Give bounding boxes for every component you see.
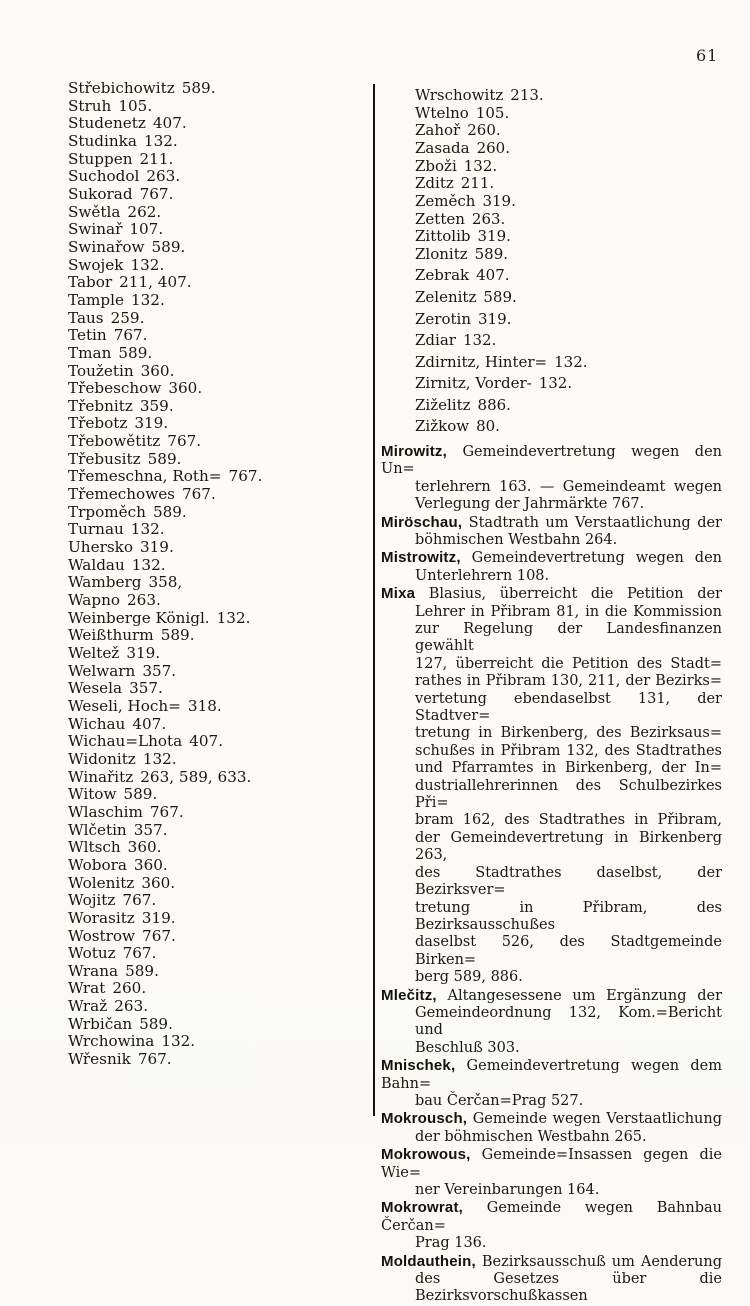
page-refs: 263. — [471, 209, 506, 228]
index-entry — [68, 80, 368, 98]
place-name: Swinař — [68, 220, 123, 239]
page-refs: 357. — [133, 820, 168, 839]
page-refs: 260. — [112, 979, 147, 998]
place-name: Weltež — [68, 644, 120, 662]
index-article — [381, 1110, 722, 1146]
index-entry — [68, 1051, 368, 1069]
place-name: Zlonitz — [415, 244, 468, 263]
article-headword: Mokrowous, — [381, 1146, 471, 1164]
page-refs: 319. — [482, 191, 516, 210]
place-name: Studenetz — [68, 114, 146, 133]
place-name: Weinberge Königl. — [68, 608, 210, 627]
article-headword: Mirowitz, — [381, 442, 447, 460]
place-name: Třebnitz — [68, 396, 133, 415]
index-entry — [68, 786, 368, 804]
index-entry — [68, 98, 368, 116]
page-refs: 359. — [139, 396, 174, 415]
index-entry — [68, 680, 368, 698]
index-entry — [68, 1016, 368, 1034]
article-line: Mokrowous, Gemeinde=Insassen gegen die Wie= — [381, 1146, 722, 1181]
page-refs: 589. — [125, 961, 159, 980]
place-name: Zdiar — [415, 331, 456, 350]
page-refs: 589. — [139, 1014, 173, 1033]
index-entry — [68, 274, 368, 292]
article-line: Mnischek, Gemeindevertretung wegen dem Bahn= — [381, 1057, 722, 1092]
place-name: Wichau=Lhota — [68, 732, 183, 751]
page-refs: 767. — [149, 802, 184, 821]
index-article — [381, 443, 722, 514]
article-line: Mlečitz, Altangesessene um Ergänzung der — [381, 986, 722, 1004]
place-name: Wrana — [68, 961, 119, 980]
article-line: schußes in Přibram 132, des Stadtrathes — [415, 742, 722, 759]
page-refs: 589. — [147, 449, 182, 468]
place-name: Třemeschna, Roth= — [68, 467, 222, 486]
index-entry — [68, 592, 368, 610]
article-line: bau Čerčan=Prag 527. — [415, 1092, 584, 1109]
page-refs: 767. — [139, 184, 174, 203]
place-name: Wtelno — [415, 103, 469, 122]
place-name: Třebowětitz — [68, 432, 161, 451]
index-entry — [68, 627, 368, 645]
place-name: Stuppen — [68, 149, 133, 168]
right-entry-list-spaced — [381, 267, 722, 435]
index-entry — [68, 539, 368, 557]
page-refs: 360. — [141, 873, 176, 892]
index-entry — [68, 804, 368, 822]
place-name: Zižkow — [415, 417, 470, 436]
article-line: zur Regelung der Landesfinanzen gewählt — [415, 621, 722, 655]
place-name: Tabor — [68, 273, 113, 292]
index-entry — [68, 486, 368, 504]
page-refs: 132. — [130, 255, 165, 274]
article-line: Lehrer in Přibram 81, in die Kommission — [415, 603, 722, 620]
index-article — [381, 1057, 722, 1110]
page-refs: 360. — [133, 855, 168, 874]
index-article — [381, 1146, 722, 1199]
place-name: Wotuz — [68, 944, 116, 963]
article-line: Mixa Blasius, überreicht die Petition der — [381, 585, 722, 603]
article-line: rathes in Přibram 130, 211, der Bezirks= — [415, 673, 722, 690]
page-refs: 589. — [160, 626, 195, 645]
index-entry — [68, 345, 368, 363]
index-entry — [68, 698, 368, 716]
article-line: tretung in Birkenberg, des Bezirksaus= — [415, 725, 722, 742]
page-refs: 589. — [181, 79, 216, 97]
article-headword: Moldauthein, — [381, 1252, 476, 1270]
index-entry — [68, 433, 368, 451]
place-name: Zeměch — [415, 191, 476, 210]
index-entry — [68, 610, 368, 628]
index-entry — [68, 151, 368, 169]
place-name: Swinařow — [68, 237, 145, 256]
page-refs: 132. — [216, 608, 251, 627]
article-line: Mokrousch, Gemeinde wegen Verstaatlichung — [381, 1110, 722, 1128]
index-entry — [68, 521, 368, 539]
place-name: Zittolib — [415, 227, 471, 246]
article-line: des Stadtrathes daselbst, der Bezirksver= — [415, 864, 722, 899]
place-name: Wřesnik — [68, 1050, 131, 1069]
page-refs: 407. — [476, 266, 510, 285]
index-entry — [68, 963, 368, 981]
place-name: Třebotz — [68, 414, 128, 433]
index-entry — [68, 769, 368, 787]
index-article — [381, 1253, 722, 1306]
article-headword: Mnischek, — [381, 1057, 456, 1075]
index-article — [381, 987, 722, 1058]
index-entry — [68, 310, 368, 328]
page-refs: 319. — [141, 908, 176, 927]
article-line: bram 162, des Stadtrathes in Přibram, — [415, 812, 722, 829]
article-line: Beschluß 303. — [415, 1039, 520, 1056]
page-refs: 407. — [132, 714, 167, 733]
index-entry — [68, 133, 368, 151]
index-entry — [68, 363, 368, 381]
index-entry — [68, 892, 368, 910]
place-name: Zahoř — [415, 121, 461, 140]
article-line: Prag 136. — [415, 1235, 487, 1252]
index-entry — [68, 1033, 368, 1051]
page-refs: 132. — [142, 749, 177, 768]
place-name: Worasitz — [68, 908, 135, 927]
place-name: Wamberg — [68, 573, 142, 592]
page-refs: 211. — [139, 149, 174, 168]
article-line: des Gesetzes über die Bezirksvorschußkassen — [415, 1271, 722, 1305]
article-line: Unterlehrern 108. — [415, 567, 550, 584]
place-name: Wrchowina — [68, 1032, 155, 1051]
article-line: daselbst 526, des Stadtgemeinde Birken= — [415, 934, 722, 968]
place-name: Třebusitz — [68, 449, 141, 468]
article-headword: Mokrowrat, — [381, 1199, 464, 1217]
place-name: Wrbičan — [68, 1014, 133, 1033]
index-entry — [381, 211, 722, 229]
index-entry — [381, 246, 722, 264]
page-refs: 589. — [474, 244, 509, 263]
page-refs: 263. — [114, 997, 149, 1016]
index-entry — [68, 645, 368, 663]
place-name: Weißthurm — [68, 626, 154, 645]
place-name: Turnau — [68, 520, 124, 539]
index-entry — [68, 415, 368, 433]
index-entry — [381, 332, 722, 350]
index-entry — [68, 663, 368, 681]
place-name: Třemechowes — [68, 485, 175, 504]
index-entry — [381, 289, 722, 307]
index-entry — [68, 327, 368, 345]
place-name: Wichau — [68, 714, 126, 733]
page-refs: 318. — [187, 696, 222, 715]
article-line: Mirowitz, Gemeindevertretung wegen den Un= — [381, 442, 722, 478]
place-name: Zelenitz — [415, 288, 477, 306]
index-column-right — [381, 87, 722, 1306]
place-name: Zetten — [415, 209, 465, 228]
index-entry — [68, 980, 368, 998]
index-entry — [68, 186, 368, 204]
index-article — [381, 1199, 722, 1252]
place-name: Ziželitz — [415, 395, 471, 414]
page-refs: 132. — [463, 156, 498, 175]
index-column-left — [68, 80, 368, 1069]
index-entry — [68, 857, 368, 875]
place-name: Trpoměch — [68, 502, 146, 521]
place-name: Wobora — [68, 855, 127, 874]
index-entry — [68, 839, 368, 857]
article-list — [381, 443, 722, 1306]
place-name: Witow — [68, 785, 117, 804]
place-name: Wolenitz — [68, 873, 135, 892]
index-article — [381, 549, 722, 585]
page-refs: 767. — [137, 1050, 172, 1069]
place-name: Zerotin — [415, 309, 471, 328]
place-name: Wltsch — [68, 838, 121, 857]
index-entry — [68, 822, 368, 840]
index-entry — [68, 168, 368, 186]
page-refs: 132. — [538, 374, 573, 393]
page-refs: 767. — [228, 467, 263, 486]
place-name: Wojitz — [68, 891, 116, 910]
place-name: Tetin — [68, 326, 107, 345]
page-refs: 319. — [139, 538, 174, 557]
article-headword: Mixa — [381, 585, 416, 603]
article-line: und Pfarramtes in Birkenberg, der In= — [415, 760, 722, 777]
page-refs: 360. — [140, 361, 175, 380]
page-refs: 132. — [130, 520, 165, 539]
place-name: Zirnitz, Vorder- — [415, 374, 532, 393]
article-line: Mistrowitz, Gemeindevertretung wegen den — [381, 549, 722, 567]
article-headword: Mokrousch, — [381, 1110, 468, 1128]
place-name: Střebichowitz — [68, 79, 175, 97]
index-entry — [68, 468, 368, 486]
place-name: Wostrow — [68, 926, 136, 945]
index-entry — [68, 398, 368, 416]
page-refs: 589. — [483, 288, 517, 306]
place-name: Suchodol — [68, 167, 140, 186]
index-entry — [68, 928, 368, 946]
index-entry — [68, 204, 368, 222]
index-entry — [68, 910, 368, 928]
page-refs: 319. — [126, 644, 161, 662]
place-name: Studinka — [68, 131, 137, 150]
article-headword: Mistrowitz, — [381, 549, 461, 567]
index-entry — [68, 221, 368, 239]
article-line: berg 589, 886. — [415, 969, 523, 986]
index-entry — [381, 228, 722, 246]
page-refs: 259. — [110, 308, 145, 327]
place-name: Uhersko — [68, 538, 133, 557]
index-entry — [381, 418, 722, 436]
page-refs: 589. — [123, 785, 158, 804]
place-name: Wraž — [68, 997, 108, 1016]
article-line: 127, überreicht die Petition des Stadt= — [415, 655, 722, 672]
page-refs: 263, 589, 633. — [140, 767, 252, 786]
index-entry — [68, 945, 368, 963]
index-entry — [68, 239, 368, 257]
index-entry — [68, 504, 368, 522]
page-refs: 262. — [127, 202, 162, 221]
place-name: Zdirnitz, Hinter= — [415, 352, 548, 371]
page-refs: 263. — [146, 167, 181, 186]
place-name: Swojek — [68, 255, 124, 274]
place-name: Taus — [68, 308, 104, 327]
article-line: Miröschau, Stadtrath um Verstaatlichung der — [381, 513, 722, 531]
index-entry — [68, 380, 368, 398]
page-refs: 260. — [476, 138, 510, 157]
article-headword: Miröschau, — [381, 513, 463, 531]
place-name: Zboži — [415, 156, 457, 175]
page-refs: 105. — [475, 103, 510, 122]
article-line: terlehrern 163. — Gemeindeamt wegen — [415, 478, 722, 495]
article-line: vertetung ebendaselbst 131, der Stadtver= — [415, 690, 722, 725]
page-refs: 407. — [189, 732, 224, 751]
index-entry — [381, 193, 722, 211]
place-name: Sukorad — [68, 184, 133, 203]
place-name: Wesela — [68, 679, 123, 698]
place-name: Tman — [68, 343, 112, 362]
page-refs: 132. — [161, 1032, 196, 1051]
page-refs: 767. — [122, 891, 157, 910]
article-line: Moldauthein, Bezirksausschuß um Aenderung — [381, 1252, 722, 1270]
index-entry — [381, 122, 722, 140]
page-refs: 107. — [129, 220, 164, 239]
article-line: Gemeindeordnung 132, Kom.=Bericht und — [415, 1004, 722, 1039]
page-refs: 132. — [131, 555, 166, 574]
page-refs: 360. — [127, 838, 162, 857]
place-name: Třebeschow — [68, 379, 162, 398]
page-refs: 319. — [134, 414, 169, 433]
page-refs: 589. — [151, 237, 186, 256]
index-entry — [68, 257, 368, 275]
page-refs: 360. — [168, 379, 203, 398]
page-refs: 357. — [129, 679, 163, 698]
page-refs: 767. — [122, 944, 157, 963]
page-refs: 358, — [148, 573, 183, 592]
page-refs: 211, 407. — [119, 273, 192, 292]
page-refs: 260. — [467, 121, 501, 140]
page-refs: 407. — [152, 114, 187, 133]
place-name: Zebrak — [415, 266, 470, 285]
index-entry — [381, 267, 722, 285]
article-line: böhmischen Westbahn 264. — [415, 531, 618, 548]
page-refs: 263. — [127, 591, 161, 610]
index-entry — [381, 140, 722, 158]
article-line: der Gemeindevertretung in Birkenberg 263, — [415, 829, 722, 864]
page-refs: 80. — [476, 417, 500, 436]
index-entry — [381, 105, 722, 123]
page-refs: 213. — [510, 86, 544, 104]
page-refs: 357. — [142, 661, 177, 680]
index-entry — [68, 998, 368, 1016]
index-entry — [68, 557, 368, 575]
index-entry — [381, 87, 722, 105]
page-refs: 319. — [478, 309, 512, 328]
place-name: Waldau — [68, 555, 125, 574]
place-name: Zasada — [415, 138, 470, 157]
index-entry — [68, 574, 368, 592]
index-entry — [381, 311, 722, 329]
place-name: Tample — [68, 290, 124, 309]
index-entry — [381, 175, 722, 193]
place-name: Zditz — [415, 174, 454, 193]
page-refs: 132. — [130, 290, 165, 309]
index-article — [381, 514, 722, 550]
index-entry — [68, 875, 368, 893]
article-line: dustriallehrerinnen des Schulbezirkes Při= — [415, 777, 722, 812]
index-article — [381, 585, 722, 986]
page-refs: 767. — [181, 485, 216, 504]
page-refs: 886. — [477, 395, 511, 414]
index-entry — [381, 354, 722, 372]
index-entry — [68, 451, 368, 469]
index-entry — [68, 292, 368, 310]
article-line: ner Vereinbarungen 164. — [415, 1182, 600, 1198]
page-refs: 767. — [167, 432, 202, 451]
page-number: 61 — [696, 46, 719, 65]
page-refs: 589. — [152, 502, 187, 521]
right-entry-list — [381, 87, 722, 264]
place-name: Winařitz — [68, 767, 134, 786]
page-refs: 132. — [554, 352, 588, 371]
page-refs: 319. — [477, 227, 511, 246]
article-line: Mokrowrat, Gemeinde wegen Bahnbau Čerčan= — [381, 1199, 722, 1234]
place-name: Struh — [68, 96, 112, 115]
place-name: Wlaschim — [68, 802, 143, 821]
place-name: Widonitz — [68, 749, 136, 768]
article-line: tretung in Přibram, des Bezirksausschußes — [415, 899, 722, 933]
index-entry — [381, 158, 722, 176]
article-line: Verlegung der Jahrmärkte 767. — [415, 496, 645, 513]
page-refs: 589. — [118, 343, 153, 362]
article-line: der böhmischen Westbahn 265. — [415, 1128, 647, 1145]
page-refs: 132. — [143, 131, 178, 150]
article-headword: Mlečitz, — [381, 986, 437, 1004]
index-entry — [68, 733, 368, 751]
column-divider-rule — [373, 84, 375, 1116]
place-name: Weseli, Hoch= — [68, 696, 181, 715]
place-name: Wlčetin — [68, 820, 127, 839]
page-refs: 767. — [113, 326, 148, 345]
index-entry — [68, 751, 368, 769]
place-name: Toužetin — [68, 361, 134, 380]
index-entry — [68, 716, 368, 734]
page-refs: 105. — [118, 96, 153, 115]
place-name: Swětla — [68, 202, 121, 221]
place-name: Wrat — [68, 979, 106, 998]
place-name: Welwarn — [68, 661, 136, 680]
page-refs: 132. — [462, 331, 497, 350]
place-name: Wapno — [68, 591, 120, 610]
page-refs: 211. — [460, 174, 495, 193]
index-entry — [381, 397, 722, 415]
page-refs: 767. — [142, 926, 176, 945]
index-entry — [68, 115, 368, 133]
place-name: Wrschowitz — [415, 86, 504, 104]
index-entry — [381, 375, 722, 393]
